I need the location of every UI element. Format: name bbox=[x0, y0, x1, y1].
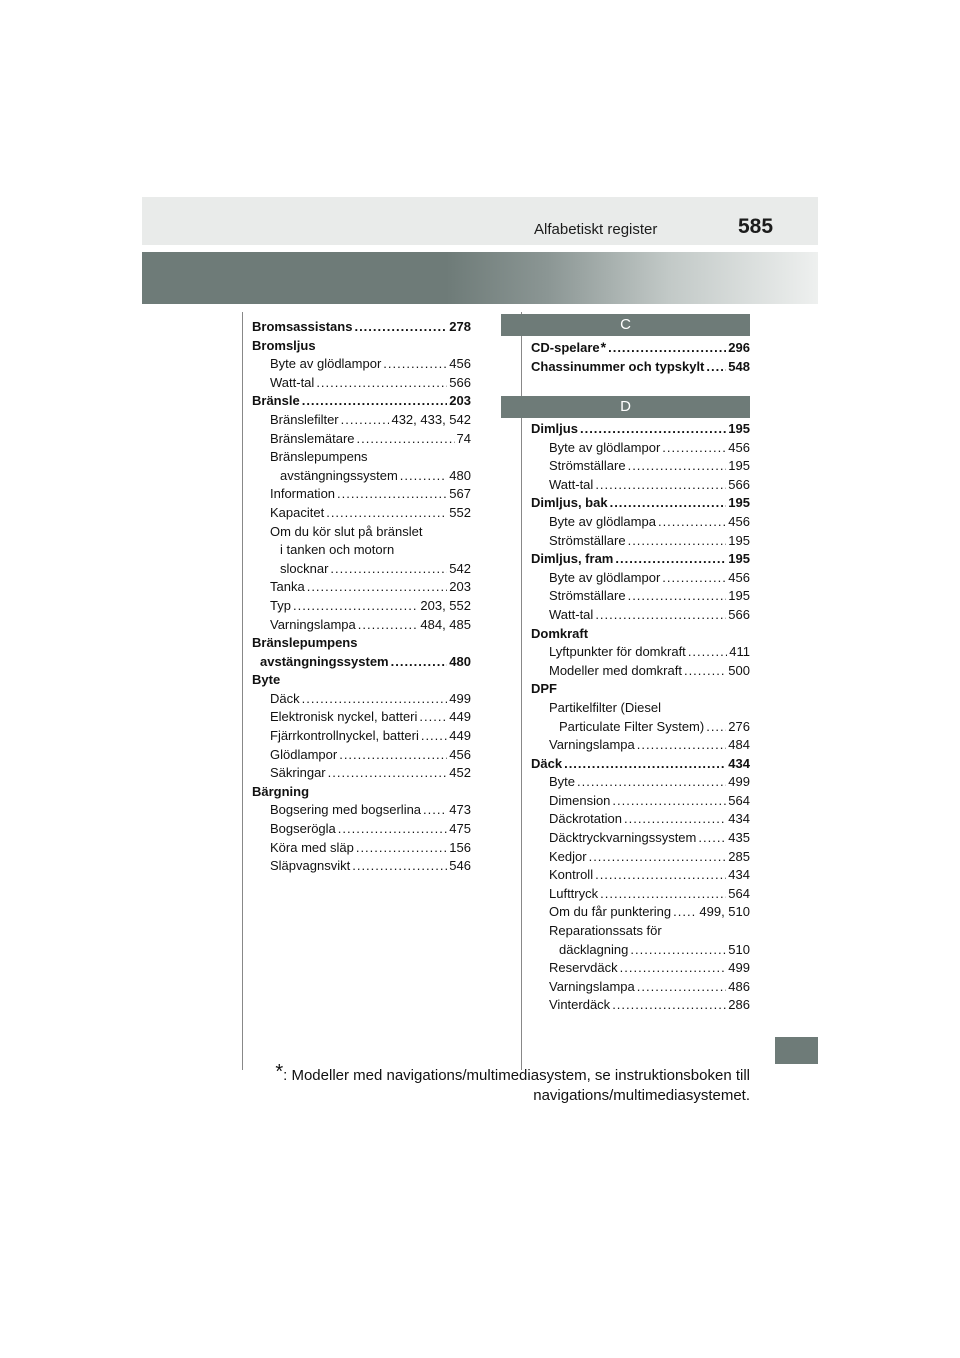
index-entry bbox=[531, 625, 750, 644]
index-page-ref: 500 bbox=[728, 662, 750, 678]
index-term: Bogsering med bogserlina bbox=[270, 802, 422, 818]
index-term: Watt-tal bbox=[549, 476, 594, 492]
page-title: Alfabetiskt register bbox=[534, 221, 658, 238]
dot-leader bbox=[595, 476, 726, 495]
index-entry bbox=[531, 606, 750, 625]
index-term: Bränslepumpens bbox=[252, 635, 358, 651]
index-entry bbox=[531, 736, 750, 755]
index-page-ref: 285 bbox=[728, 848, 750, 864]
index-term: Bromsassistans bbox=[252, 319, 353, 334]
index-page-ref: 195 bbox=[728, 495, 750, 511]
index-page-ref: 473 bbox=[449, 802, 471, 818]
index-term: slocknar bbox=[280, 560, 329, 576]
dot-leader bbox=[637, 736, 727, 755]
index-term: Dimljus, bak bbox=[531, 495, 608, 511]
dot-leader bbox=[577, 773, 726, 792]
dot-leader bbox=[673, 903, 697, 922]
index-entry bbox=[531, 978, 750, 997]
index-term: i tanken och motorn bbox=[280, 542, 395, 558]
index-term: CD-spelare bbox=[531, 340, 600, 355]
dot-leader bbox=[337, 485, 447, 504]
dot-leader bbox=[326, 504, 447, 523]
index-term: Byte av glödlampor bbox=[270, 356, 382, 372]
index-page-ref: 566 bbox=[728, 476, 750, 492]
index-term: Strömställare bbox=[549, 458, 626, 474]
index-page-ref: 499 bbox=[728, 774, 750, 790]
index-entry bbox=[531, 848, 750, 867]
index-term: Byte bbox=[549, 774, 576, 790]
index-term: Reservdäck bbox=[549, 960, 618, 976]
dot-leader bbox=[354, 318, 447, 337]
dot-leader bbox=[608, 339, 726, 358]
index-term: Bogserögla bbox=[270, 821, 336, 837]
dot-leader bbox=[307, 578, 448, 597]
index-entry bbox=[252, 616, 471, 635]
index-term: Bränsle bbox=[252, 393, 300, 409]
index-term: däcklagning bbox=[559, 941, 629, 957]
index-term: Strömställare bbox=[549, 532, 626, 548]
dot-leader bbox=[630, 941, 726, 960]
index-entry bbox=[531, 829, 750, 848]
index-entry bbox=[252, 671, 471, 690]
index-page-ref: 74 bbox=[456, 430, 471, 446]
index-page-ref: 548 bbox=[728, 358, 750, 374]
index-page-ref: 278 bbox=[449, 319, 471, 334]
index-term: Tanka bbox=[270, 579, 305, 595]
index-term: Kontroll bbox=[549, 867, 594, 883]
index-entry bbox=[252, 504, 471, 523]
dot-leader bbox=[595, 866, 726, 885]
dot-leader bbox=[706, 358, 726, 377]
index-term: Köra med släp bbox=[270, 839, 354, 855]
index-entry bbox=[252, 337, 471, 356]
index-entry bbox=[252, 634, 471, 653]
index-entry bbox=[252, 820, 471, 839]
dot-leader bbox=[658, 513, 726, 532]
index-term: Modeller med domkraft bbox=[549, 662, 682, 678]
index-entry bbox=[531, 996, 750, 1015]
index-term: Chassinummer och typskylt bbox=[531, 358, 705, 374]
dot-leader bbox=[662, 569, 726, 588]
index-entry bbox=[252, 374, 471, 393]
index-entry bbox=[531, 662, 750, 681]
index-column-left bbox=[252, 318, 471, 876]
index-term: Bromsljus bbox=[252, 337, 316, 353]
index-page-ref: 434 bbox=[728, 755, 750, 771]
index-entry bbox=[531, 885, 750, 904]
index-entry bbox=[531, 680, 750, 699]
index-page-ref: 195 bbox=[728, 588, 750, 604]
index-term: Kedjor bbox=[549, 848, 587, 864]
index-page-ref: 203 bbox=[449, 393, 471, 409]
index-term: Watt-tal bbox=[270, 374, 315, 390]
index-page-ref: 552 bbox=[449, 504, 471, 520]
dot-leader bbox=[628, 457, 727, 476]
index-page-ref: 411 bbox=[729, 644, 750, 660]
index-term: Släpvagnsvikt bbox=[270, 858, 351, 874]
index-term: Domkraft bbox=[531, 625, 589, 641]
index-entry bbox=[252, 653, 471, 672]
index-page-ref: 510 bbox=[728, 941, 750, 957]
dot-leader bbox=[423, 801, 447, 820]
index-entry bbox=[252, 801, 471, 820]
index-entry bbox=[531, 494, 750, 513]
dot-leader bbox=[352, 857, 447, 876]
section-header-d: D bbox=[501, 396, 750, 418]
index-page-ref: 432, 433, 542 bbox=[391, 411, 471, 427]
index-term: Reparationssats för bbox=[549, 923, 662, 939]
index-term: Varningslampa bbox=[270, 616, 356, 632]
index-entry bbox=[531, 773, 750, 792]
index-page-ref: 435 bbox=[728, 830, 750, 846]
dot-leader bbox=[419, 708, 447, 727]
dot-leader bbox=[688, 643, 727, 662]
index-entry bbox=[252, 727, 471, 746]
index-entry bbox=[531, 922, 750, 941]
index-entry bbox=[252, 783, 471, 802]
index-entry: CD-spelare * ..... 296 bbox=[531, 339, 750, 358]
index-page-ref: 449 bbox=[449, 709, 471, 725]
index-entry bbox=[252, 690, 471, 709]
index-page-ref: 480 bbox=[449, 653, 471, 669]
index-term: Vinterdäck bbox=[549, 997, 611, 1013]
index-page-ref: 434 bbox=[728, 811, 750, 827]
section-header-c: C bbox=[501, 314, 750, 336]
index-page-ref: 434 bbox=[728, 867, 750, 883]
dot-leader bbox=[356, 839, 447, 858]
index-section-c bbox=[531, 339, 750, 376]
index-page-ref: 449 bbox=[449, 728, 471, 744]
index-entry bbox=[252, 597, 471, 616]
index-entry bbox=[252, 392, 471, 411]
index-entry bbox=[531, 439, 750, 458]
index-term: DPF bbox=[531, 681, 557, 697]
index-entry bbox=[531, 643, 750, 662]
index-entry bbox=[531, 587, 750, 606]
index-term: Fjärrkontrollnyckel, batteri bbox=[270, 728, 419, 744]
index-term: Varningslampa bbox=[549, 978, 635, 994]
footnote-asterisk: * bbox=[275, 1061, 284, 1083]
index-page-ref: 276 bbox=[728, 718, 750, 734]
column-divider-middle bbox=[521, 312, 522, 1070]
dot-leader bbox=[615, 550, 726, 569]
index-page-ref: 456 bbox=[449, 356, 471, 372]
index-page-ref: 484 bbox=[728, 737, 750, 753]
index-page-ref: 564 bbox=[728, 885, 750, 901]
index-entry bbox=[252, 355, 471, 374]
index-term: Byte bbox=[252, 672, 281, 688]
index-entry bbox=[531, 420, 750, 439]
index-page-ref: 484, 485 bbox=[420, 616, 471, 632]
index-term: Partikelfilter (Diesel bbox=[549, 699, 661, 715]
dot-leader bbox=[383, 355, 447, 374]
index-page-ref: 564 bbox=[728, 792, 750, 808]
index-entry bbox=[252, 839, 471, 858]
index-term: Watt-tal bbox=[549, 606, 594, 622]
dot-leader bbox=[612, 792, 726, 811]
index-term: Strömställare bbox=[549, 588, 626, 604]
index-entry bbox=[252, 560, 471, 579]
index-term: Om du får punktering bbox=[549, 904, 672, 920]
index-page-ref: 567 bbox=[449, 486, 471, 502]
index-page-ref: 456 bbox=[728, 513, 750, 529]
index-page-ref: 566 bbox=[449, 374, 471, 390]
index-page-ref: 542 bbox=[449, 560, 471, 576]
index-term: Dimljus, fram bbox=[531, 551, 614, 567]
index-page-ref: 195 bbox=[728, 551, 750, 567]
index-page-ref: 195 bbox=[728, 532, 750, 548]
index-term: Particulate Filter System) bbox=[559, 718, 705, 734]
dot-leader bbox=[330, 560, 447, 579]
index-page-ref: 156 bbox=[449, 839, 471, 855]
dot-leader bbox=[302, 392, 448, 411]
index-page-ref: 486 bbox=[728, 978, 750, 994]
dot-leader bbox=[628, 587, 727, 606]
index-entry bbox=[531, 532, 750, 551]
index-entry bbox=[252, 485, 471, 504]
dot-leader bbox=[628, 532, 727, 551]
dot-leader bbox=[662, 439, 726, 458]
column-divider-left bbox=[242, 312, 243, 1070]
index-entry bbox=[531, 755, 750, 774]
dot-leader bbox=[339, 746, 447, 765]
dot-leader bbox=[610, 494, 727, 513]
footnote-line-2: navigations/multimediasystemet. bbox=[533, 1087, 750, 1104]
dot-leader bbox=[391, 653, 448, 672]
dot-leader bbox=[302, 690, 448, 709]
index-page-ref: 499 bbox=[449, 690, 471, 706]
dot-leader bbox=[612, 996, 726, 1015]
index-entry bbox=[531, 513, 750, 532]
dot-leader bbox=[421, 727, 447, 746]
index-entry bbox=[531, 699, 750, 718]
index-term: Bärgning bbox=[252, 783, 310, 799]
dot-leader bbox=[338, 820, 448, 839]
index-term: Lufttryck bbox=[549, 885, 599, 901]
index-entry bbox=[252, 318, 471, 337]
index-term: Om du kör slut på bränslet bbox=[270, 523, 423, 539]
footnote-line-1: : Modeller med navigations/multimediasystem, se instruktionsboken till bbox=[283, 1067, 750, 1084]
index-page-ref: 480 bbox=[449, 467, 471, 483]
dot-leader bbox=[637, 978, 727, 997]
index-entry bbox=[252, 541, 471, 560]
index-term: Byte av glödlampor bbox=[549, 439, 661, 455]
dot-leader bbox=[600, 885, 726, 904]
index-entry bbox=[252, 764, 471, 783]
index-term: Kapacitet bbox=[270, 504, 325, 520]
dot-leader bbox=[316, 374, 447, 393]
index-entry bbox=[531, 358, 750, 377]
index-page-ref: 195 bbox=[728, 458, 750, 474]
header-band bbox=[142, 197, 818, 245]
index-term: Byte av glödlampa bbox=[549, 513, 656, 529]
index-entry bbox=[531, 941, 750, 960]
dot-leader bbox=[357, 430, 455, 449]
index-page-ref: 203 bbox=[449, 579, 471, 595]
dot-leader bbox=[580, 420, 726, 439]
dot-leader bbox=[706, 718, 726, 737]
index-term: Däck bbox=[531, 755, 563, 771]
index-term: Däckrotation bbox=[549, 811, 622, 827]
index-page-ref: 499, 510 bbox=[699, 904, 750, 920]
index-page-ref: 456 bbox=[728, 439, 750, 455]
index-term: Bränslepumpens bbox=[270, 449, 368, 465]
index-page-ref: 452 bbox=[449, 765, 471, 781]
index-entry bbox=[252, 430, 471, 449]
index-entry bbox=[531, 718, 750, 737]
index-page-ref: 456 bbox=[449, 746, 471, 762]
dot-leader bbox=[589, 848, 727, 867]
index-entry bbox=[252, 578, 471, 597]
dot-leader bbox=[358, 616, 419, 635]
index-page-ref: 475 bbox=[449, 821, 471, 837]
footnote bbox=[262, 1061, 750, 1106]
index-entry bbox=[531, 959, 750, 978]
index-entry bbox=[531, 792, 750, 811]
index-entry bbox=[531, 866, 750, 885]
index-page-ref: 499 bbox=[728, 960, 750, 976]
index-term: Varningslampa bbox=[549, 737, 635, 753]
index-page-ref: 195 bbox=[728, 421, 750, 436]
thumb-index-tab bbox=[775, 1037, 818, 1064]
dot-leader bbox=[624, 810, 726, 829]
index-page-ref: 203, 552 bbox=[420, 597, 471, 613]
dot-leader bbox=[684, 662, 726, 681]
index-term: Glödlampor bbox=[270, 746, 338, 762]
index-page-ref: 286 bbox=[728, 997, 750, 1013]
dot-leader bbox=[328, 764, 448, 783]
index-term: Bränslefilter bbox=[270, 411, 339, 427]
index-term: avstängningssystem bbox=[260, 653, 389, 669]
index-term: Typ bbox=[270, 597, 291, 613]
index-term: Lyftpunkter för domkraft bbox=[549, 644, 686, 660]
index-entry bbox=[252, 523, 471, 542]
index-term: Bränslemätare bbox=[270, 430, 355, 446]
index-entry bbox=[531, 810, 750, 829]
decorative-gradient-band bbox=[142, 252, 818, 304]
index-term: Dimljus bbox=[531, 421, 578, 436]
index-entry bbox=[531, 550, 750, 569]
dot-leader bbox=[698, 829, 726, 848]
index-entry bbox=[252, 411, 471, 430]
index-entry bbox=[252, 467, 471, 486]
dot-leader bbox=[595, 606, 726, 625]
page-number: 585 bbox=[738, 215, 774, 238]
index-entry bbox=[531, 457, 750, 476]
dot-leader bbox=[400, 467, 448, 486]
index-entry bbox=[531, 569, 750, 588]
index-page-ref: 566 bbox=[728, 606, 750, 622]
index-term: Däck bbox=[270, 690, 300, 706]
index-term: Elektronisk nyckel, batteri bbox=[270, 709, 418, 725]
dot-leader bbox=[341, 411, 390, 430]
index-entry bbox=[252, 857, 471, 876]
dot-leader bbox=[620, 959, 727, 978]
index-term: Information bbox=[270, 486, 336, 502]
index-term: Byte av glödlampor bbox=[549, 569, 661, 585]
index-entry bbox=[252, 448, 471, 467]
index-entry bbox=[252, 708, 471, 727]
index-term: Däcktryckvarningssystem bbox=[549, 830, 697, 846]
index-section-d bbox=[531, 420, 750, 1015]
index-page-ref: 296 bbox=[728, 340, 750, 355]
index-page-ref: 546 bbox=[449, 858, 471, 874]
index-entry bbox=[531, 476, 750, 495]
index-term: Säkringar bbox=[270, 765, 326, 781]
dot-leader bbox=[293, 597, 418, 616]
index-page-ref: 456 bbox=[728, 569, 750, 585]
index-term: avstängningssystem bbox=[280, 467, 398, 483]
dot-leader bbox=[564, 755, 726, 774]
index-entry bbox=[252, 746, 471, 765]
index-entry bbox=[531, 903, 750, 922]
index-term: Dimension bbox=[549, 792, 611, 808]
